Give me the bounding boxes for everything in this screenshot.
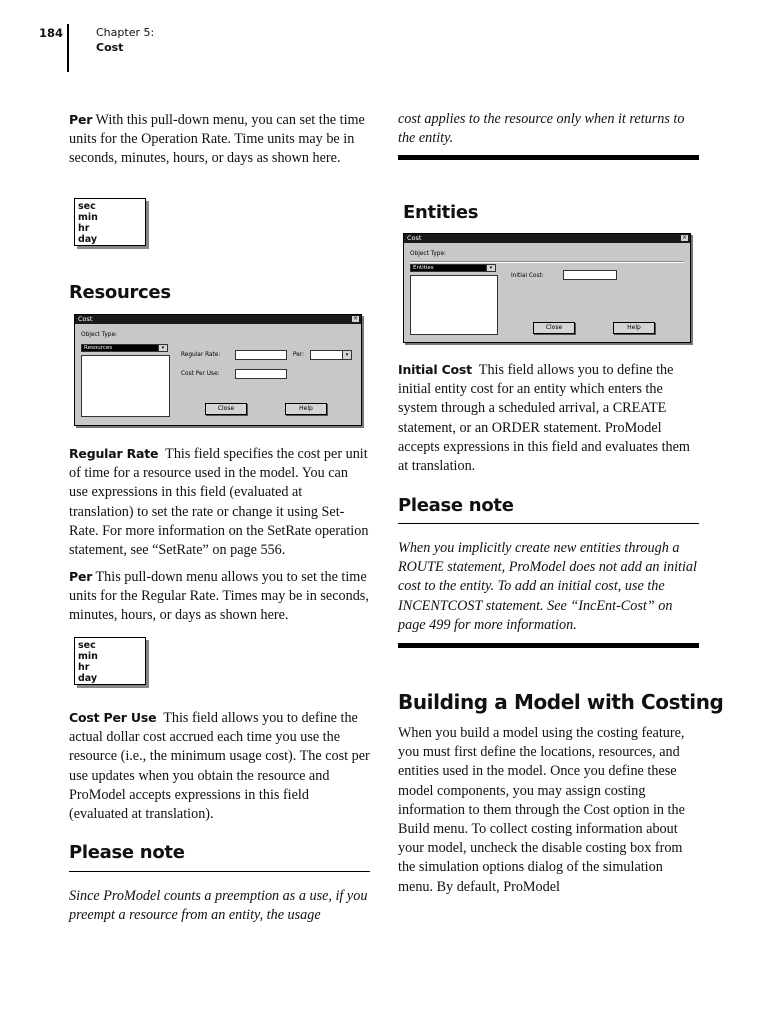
object-type-select[interactable] xyxy=(81,344,168,352)
initial-cost-label: Initial Cost: xyxy=(511,273,544,279)
help-button[interactable]: Help xyxy=(285,403,327,415)
cost-dialog-resources xyxy=(74,314,362,426)
object-list[interactable] xyxy=(81,355,170,417)
entities-heading: Entities xyxy=(403,202,479,223)
unit-hr: hr xyxy=(78,223,90,234)
unit-min: min xyxy=(78,651,98,662)
please-note-heading-right: Please note xyxy=(398,495,514,516)
close-button[interactable]: Close xyxy=(533,322,575,334)
cost-per-use-term: Cost Per Use xyxy=(69,710,157,725)
note-continuation: cost applies to the resource only when it returns to the entity. xyxy=(398,111,685,147)
note-end-rule xyxy=(398,155,699,160)
chapter-label: Chapter 5: xyxy=(96,26,155,39)
per-operation-rate-paragraph xyxy=(69,110,370,169)
help-button[interactable]: Help xyxy=(613,322,655,334)
unit-sec: sec xyxy=(78,640,96,651)
regular-rate-text: This field specifies the cost per unit of time for a resource used in the model. You can use expressions in this field (evaluated at translation) to set the rate or change it using Set-Rate. For more information on the SetRate operation statement, see “SetRate” on page 556. xyxy=(69,446,369,559)
unit-day: day xyxy=(78,234,98,245)
per-regular-rate-paragraph xyxy=(69,567,370,626)
time-units-list-2 xyxy=(74,637,146,685)
initial-cost-term: Initial Cost xyxy=(398,362,472,377)
header-divider xyxy=(67,24,69,72)
page-number: 184 xyxy=(39,26,64,40)
per-text: This pull-down menu allows you to set the time units for the Regular Rate. Times may be in seconds, minutes, hours, or days as shown here. xyxy=(69,569,369,624)
initial-cost-paragraph xyxy=(398,360,699,476)
regular-rate-term: Regular Rate xyxy=(69,446,159,461)
regular-rate-paragraph xyxy=(69,444,370,560)
cost-per-use-input[interactable] xyxy=(235,369,287,379)
note-rule-left xyxy=(69,871,370,872)
per-label: Per: xyxy=(293,352,305,358)
please-note-heading-left: Please note xyxy=(69,842,185,863)
dialog-titlebar xyxy=(75,315,361,324)
dialog-title: Cost xyxy=(78,315,93,323)
regular-rate-input[interactable] xyxy=(235,350,287,360)
unit-min: min xyxy=(78,212,98,223)
cost-per-use-paragraph xyxy=(69,708,370,824)
cost-dialog-entities xyxy=(403,233,691,343)
note-text-left: Since ProModel counts a preemption as a use, if you preempt a resource from an entity, the usage xyxy=(69,888,368,924)
per-select[interactable] xyxy=(310,350,352,360)
per-text: With this pull-down menu, you can set the time units for the Operation Rate. Time units may be in seconds, minutes, hours, or days as shown here. xyxy=(69,112,365,167)
note-end-rule-right xyxy=(398,643,699,648)
time-units-list-1 xyxy=(74,198,146,246)
close-button[interactable]: Close xyxy=(205,403,247,415)
object-type-label: Object Type: xyxy=(410,251,446,257)
object-list[interactable] xyxy=(410,275,498,335)
object-type-select[interactable] xyxy=(410,264,496,272)
regular-rate-label: Regular Rate: xyxy=(181,352,221,358)
chevron-down-icon[interactable]: ▾ xyxy=(486,265,495,271)
dialog-title: Cost xyxy=(407,234,422,242)
chevron-down-icon[interactable]: ▾ xyxy=(158,345,167,351)
unit-sec: sec xyxy=(78,201,96,212)
cost-per-use-text: This field allows you to define the actual dollar cost accrued each time you use the resource (i.e., the minimum usage cost). The cost per use updates when you obtain the resource and ProModel accepts expressions in this field (evaluated at translation). xyxy=(69,710,370,823)
close-icon[interactable]: × xyxy=(681,234,688,241)
initial-cost-text: This field allows you to define the initial entity cost for an entity which enters the system through a scheduled arrival, a CREATE statement, or an ORDER statement. ProModel accepts expressions in this field and evaluates them at translation. xyxy=(398,362,690,475)
per-term: Per xyxy=(69,112,93,127)
chevron-down-icon[interactable]: ▾ xyxy=(342,351,351,359)
divider xyxy=(410,261,684,263)
object-type-label: Object Type: xyxy=(81,332,117,338)
unit-hr: hr xyxy=(78,662,90,673)
per-term: Per xyxy=(69,569,93,584)
note-rule-right xyxy=(398,523,699,524)
note-text-right: When you implicitly create new entities through a ROUTE statement, ProModel does not add an initial cost to the entity. To add an initial cost, use the INCENTCOST statement. See “IncEnt-Cost” on page 499 for more information. xyxy=(398,540,697,633)
building-model-heading: Building a Model with Costing xyxy=(398,690,724,714)
section-label: Cost xyxy=(96,41,124,54)
object-type-value: Resources xyxy=(82,345,158,351)
initial-cost-input[interactable] xyxy=(563,270,617,280)
close-icon[interactable]: × xyxy=(352,315,359,322)
dialog-titlebar xyxy=(404,234,690,243)
unit-day: day xyxy=(78,673,98,684)
resources-heading: Resources xyxy=(69,282,171,303)
building-model-paragraph: When you build a model using the costing feature, you must first define the locations, resources, and entities used in the model. Once you define these model components, you may assign costing information to them through the Cost option in the Build menu. To collect costing information about your model, uncheck the disable costing box from the simulation options dialog of the simulation menu. By default, ProModel xyxy=(398,725,685,895)
cost-per-use-label: Cost Per Use: xyxy=(181,371,220,377)
object-type-value: Entities xyxy=(411,265,486,271)
